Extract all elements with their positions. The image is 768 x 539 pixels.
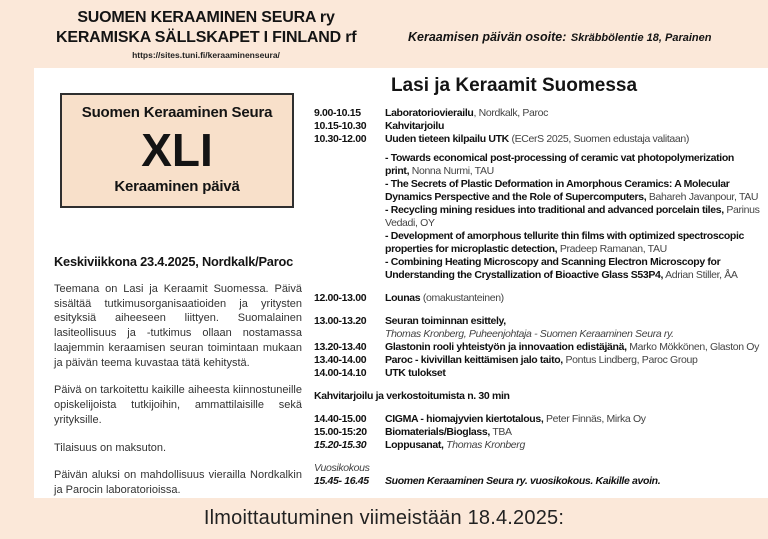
description-cell: Kahvitarjoilu <box>385 120 445 132</box>
program-row <box>314 475 762 488</box>
description-cell: - Combining Heating Microscopy and Scanning Electron Microscopy for Understanding the Crystallization of Bioactive Glass S53P4, Adrian Stiller, ÅA <box>385 256 738 281</box>
time-cell <box>314 178 385 204</box>
registration-footer <box>0 498 768 539</box>
description-cell: UTK tulokset <box>385 367 446 379</box>
description-cell: - Development of amorphous tellurite thin films with optimized spectroscopic properties for microplastic detection, Pradeep Ramanan, TAU <box>385 230 745 255</box>
event-title-box <box>60 93 294 208</box>
program-row <box>314 426 762 439</box>
description-cell: Glastonin rooli yhteistyön ja innovaation edistäjänä, Marko Mökkönen, Glaston Oy <box>385 341 760 353</box>
lab-visit-paragraph: Päivän aluksi on mahdollisuus vierailla Nordkalkin ja Parocin laboratorioissa. <box>54 469 302 497</box>
description-cell: Seuran toiminnan esittely, Thomas Kronberg, Puheenjohtaja - Suomen Keraaminen Seura ry. <box>385 315 762 341</box>
event-address <box>408 28 711 46</box>
event-address-value: Skräbbölentie 18, Parainen <box>570 32 712 44</box>
program-row <box>314 292 762 305</box>
program-row <box>314 204 762 230</box>
time-cell: 15.00-15:20 <box>314 426 367 438</box>
intro-paragraph: Teemana on Lasi ja Keraamit Suomessa. Päivä sisältää tutkimusorganisaatioiden ja yritysten esityksiä aiheeseen liittyen. Suomalainen lasiteollisuus ja -tutkimus ollaan nostamassa laajemmin keraamisen seuran toimintaan mukaan ja päivän teema kuvastaa tätä kehitystä. <box>54 283 302 369</box>
program-rows <box>314 107 762 488</box>
program-note: Vuosikokous <box>314 462 370 474</box>
free-admission-paragraph: Tilaisuus on maksuton. <box>54 441 167 454</box>
program-row <box>314 413 762 426</box>
time-cell <box>314 204 385 230</box>
description-cell: Paroc - kivivillan keittämisen jalo taito, Pontus Lindberg, Paroc Group <box>385 354 698 366</box>
description-cell: Suomen Keraaminen Seura ry. vuosikokous. Kaikille avoin. <box>385 475 661 487</box>
audience-paragraph: Päivä on tarkoitettu kaikille aiheesta kiinnostuneille opiskelijoista tutkijoihin, ammattilaisille sekä yrityksille. <box>54 384 302 426</box>
program-row <box>314 230 762 256</box>
main-panel <box>34 68 768 498</box>
time-cell: 14.40-15.00 <box>314 413 367 425</box>
time-cell: 13.40-14.00 <box>314 354 367 366</box>
time-cell <box>314 152 385 178</box>
program-note: Kahvitarjoilu ja verkostoitumista n. 30 min <box>314 390 510 402</box>
organization-name-finnish: SUOMEN KERAAMINEN SEURA ry <box>77 9 335 26</box>
description-cell: Biomaterials/Bioglass, TBA <box>385 426 512 438</box>
event-address-label: Keraamisen päivän osoite: <box>408 30 567 44</box>
time-cell: 13.20-13.40 <box>314 341 367 353</box>
program-row <box>314 367 762 380</box>
program-row <box>314 341 762 354</box>
organization-header <box>56 8 356 60</box>
program-row <box>314 354 762 367</box>
description-cell: Loppusanat, Thomas Kronberg <box>385 439 525 451</box>
description-subline: Thomas Kronberg, Puheenjohtaja - Suomen Keraaminen Seura ry. <box>385 328 674 340</box>
event-box-society-name: Suomen Keraaminen Seura <box>81 104 273 121</box>
description-cell: Lounas (omakustanteinen) <box>385 292 504 304</box>
description-cell: Laboratoriovierailu, Nordkalk, Paroc <box>385 107 549 119</box>
time-cell <box>314 256 385 282</box>
description-cell: - The Secrets of Plastic Deformation in Amorphous Ceramics: A Molecular Dynamics Perspective and the Role of Supercomputers, Bahareh Javanpour, TAU <box>385 178 759 203</box>
program-row <box>314 256 762 282</box>
program-row <box>314 315 762 341</box>
time-cell: 15.45- 16.45 <box>314 475 369 487</box>
description-cell: CIGMA - hiomajyvien kiertotalous, Peter Finnäs, Mirka Oy <box>385 413 646 425</box>
organization-name-swedish: KERAMISKA SÄLLSKAPET I FINLAND rf <box>56 29 357 46</box>
description-cell: - Towards economical post-processing of ceramic vat photopolymerization print, Nonna Nurmi, TAU <box>385 152 734 177</box>
program-row <box>314 133 762 146</box>
program-row <box>314 120 762 133</box>
intro-column <box>34 68 314 498</box>
time-cell: 13.00-13.20 <box>314 315 367 327</box>
time-cell: 12.00-13.00 <box>314 292 367 304</box>
program-row <box>314 439 762 452</box>
time-cell: 10.15-10.30 <box>314 120 367 132</box>
program-title: Lasi ja Keraamit Suomessa <box>390 75 638 96</box>
event-date-heading: Keskiviikkona 23.4.2025, Nordkalk/Paroc <box>54 254 294 269</box>
time-cell <box>314 230 385 256</box>
description-cell: Uuden tieteen kilpailu UTK (ECerS 2025, Suomen edustaja valitaan) <box>385 133 690 145</box>
description-cell: - Recycling mining residues into traditional and advanced porcelain tiles, Parinus Vedadi, OY <box>385 204 760 229</box>
event-box-roman-numeral: XLI <box>141 124 213 176</box>
time-cell: 9.00-10.15 <box>314 107 361 119</box>
program-row <box>314 178 762 204</box>
program-row <box>314 152 762 178</box>
organization-url-link[interactable]: https://sites.tuni.fi/keraaminenseura/ <box>132 50 280 60</box>
program-column <box>314 68 768 498</box>
program-row <box>314 107 762 120</box>
time-cell: 14.00-14.10 <box>314 367 367 379</box>
time-cell: 15.20-15.30 <box>314 439 367 451</box>
registration-deadline-text: Ilmoittautuminen viimeistään 18.4.2025: <box>203 507 565 529</box>
time-cell: 10.30-12.00 <box>314 133 367 145</box>
event-box-event-name: Keraaminen päivä <box>114 178 240 195</box>
